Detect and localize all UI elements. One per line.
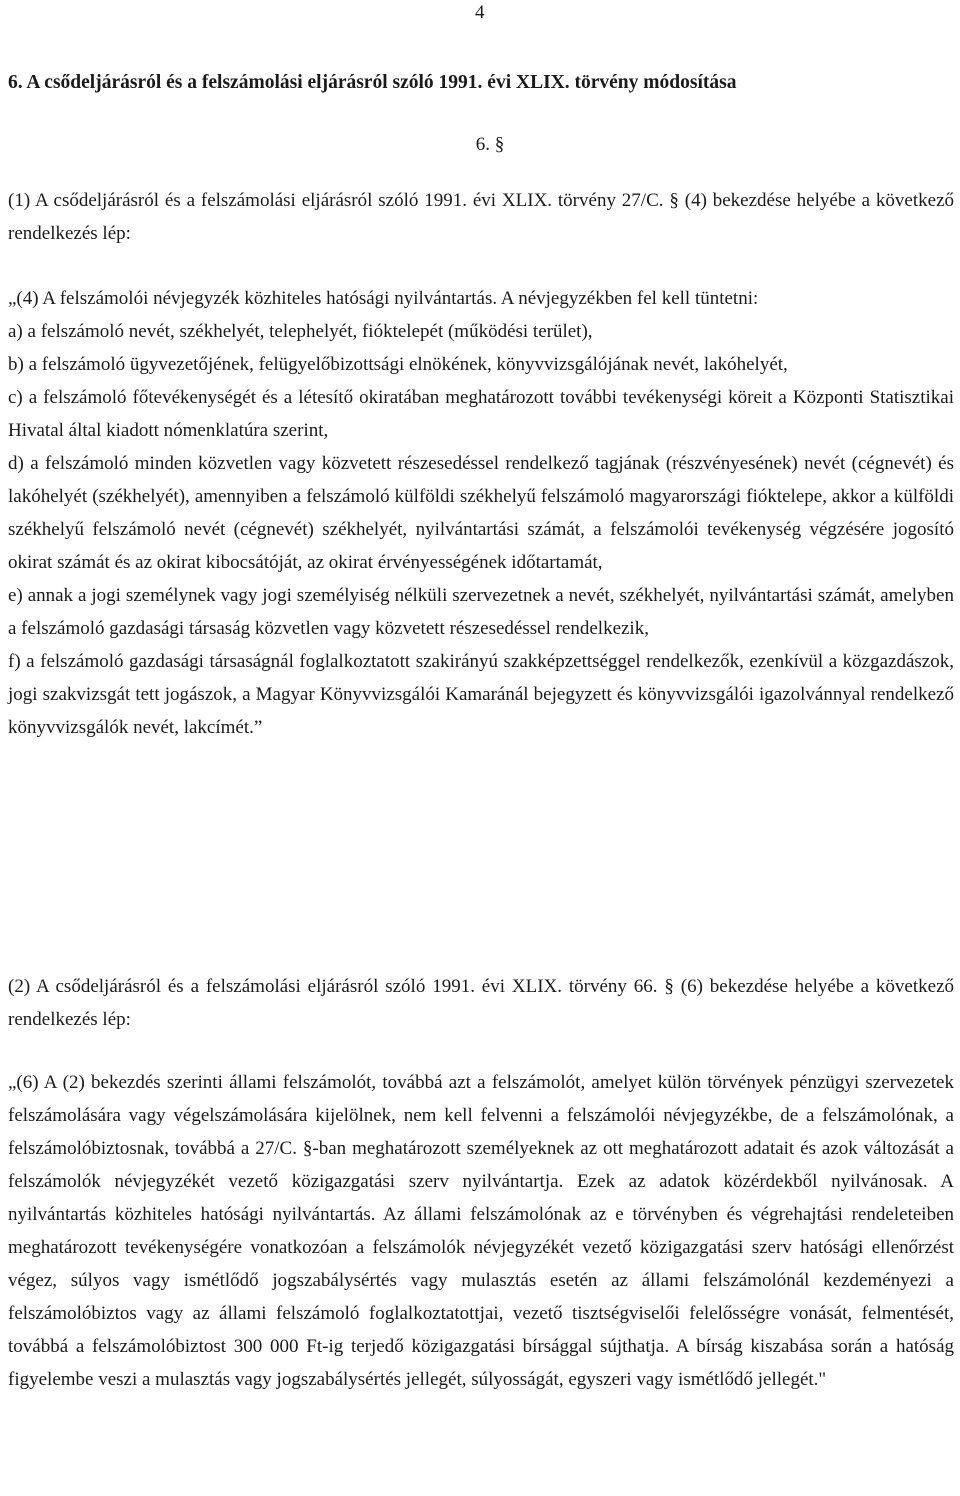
list-item-e: e) annak a jogi személynek vagy jogi személyiség nélküli szervezetnek a nevét, székhelyét, nyilvántartási számát, amelyben a felszámoló gazdasági társaság közvetlen vagy közvetett részesedéssel rendelkezik, [8,585,954,639]
section-heading: 6. A csődeljárásról és a felszámolási eljárásról szóló 1991. évi XLIX. törvény módosítása [8,72,737,93]
quote-line-4: „(4) A felszámolói névjegyzék közhiteles hatósági nyilvántartás. A névjegyzékben fel kell tüntetni: [8,288,759,309]
list-item-d: d) a felszámoló minden közvetlen vagy közvetett részesedéssel rendelkező tagjának (részvényesének) nevét (cégnevét) és lakóhelyét (székhelyét), amennyiben a felszámoló külföldi székhelyű felszámoló magyarországi fióktelepe, akkor a külföldi székhelyű felszámoló nevét (cégnevét) székhelyét, nyilvántartási számát, a felszámolói tevékenység végzésére jogosító okirat számát és az okirat kibocsátóját, az okirat érvényességének időtartamát, [8,453,954,573]
list-item-f: f) a felszámoló gazdasági társaságnál foglalkoztatott szakirányú szakképzettséggel rendelkezők, ezenkívül a közgazdászok, jogi szakvizsgát tett jogászok, a Magyar Könyvvizsgálói Kamaránál bejegyzett és könyvvizsgálói igazolvánnyal rendelkező könyvvizsgálók nevét, lakcímét.” [8,651,954,738]
paragraph-2-intro [8,970,954,1036]
paragraph-number: 6. § [475,134,505,155]
list-item-a: a) a felszámoló nevét, székhelyét, telephelyét, fióktelepét (működési terület), [8,321,593,342]
list-item-c: c) a felszámoló főtevékenységét és a létesítő okiratában meghatározott további tevékenységi köreit a Központi Statisztikai Hivatal által kiadott nómenklatúra szerint, [8,387,954,441]
list-item-b: b) a felszámoló ügyvezetőjének, felügyelőbizottsági elnökének, könyvvizsgálójának nevét, lakóhelyét, [8,354,788,375]
paragraph-2-quote [8,1066,954,1396]
paragraph-1-quote [8,282,954,744]
page-number: 4 [475,2,485,23]
paragraph-1-intro [8,184,954,250]
paragraph-1-intro-text: (1) A csődeljárásról és a felszámolási eljárásról szóló 1991. évi XLIX. törvény 27/C. § (4) bekezdése helyébe a következő rendelkezés lép: [8,190,954,244]
paragraph-2-intro-text: (2) A csődeljárásról és a felszámolási eljárásról szóló 1991. évi XLIX. törvény 66. § (6) bekezdése helyébe a következő rendelkezés lép: [8,976,954,1030]
paragraph-2-quote-text: „(6) A (2) bekezdés szerinti állami felszámolót, továbbá azt a felszámolót, amelyet külön törvények pénzügyi szervezetek felszámolására vagy végelszámolására kijelölnek, nem kell felvenni a felszámolói névjegyzékbe, de a felszámolónak, a felszámolóbiztosnak, továbbá a 27/C. §-ban meghatározott személyeknek az ott meghatározott adatait és azok változását a felszámolók névjegyzékét vezető közigazgatási szerv nyilvántartja. Ezek az adatok közérdekből nyilvánosak. A nyilvántartás közhiteles hatósági nyilvántartás. Az állami felszámolónak az e törvényben és végrehajtási rendeleteiben meghatározott tevékenységére vonatkozóan a felszámolók névjegyzékét vezető közigazgatási szerv hatósági ellenőrzést végez, súlyos vagy ismétlődő jogszabálysértés vagy mulasztás esetén az állami felszámolónál kezdeményezi a felszámolóbiztos vagy az állami felszámoló foglalkoztatottjai, vezető tisztségviselői felelősségre vonását, felmentését, továbbá a felszámolóbiztost 300 000 Ft-ig terjedő közigazgatási bírsággal sújthatja. A bírság kiszabása során a hatóság figyelembe veszi a mulasztás vagy jogszabálysértés jellegét, súlyosságát, egyszeri vagy ismétlődő jellegét." [8,1072,954,1390]
